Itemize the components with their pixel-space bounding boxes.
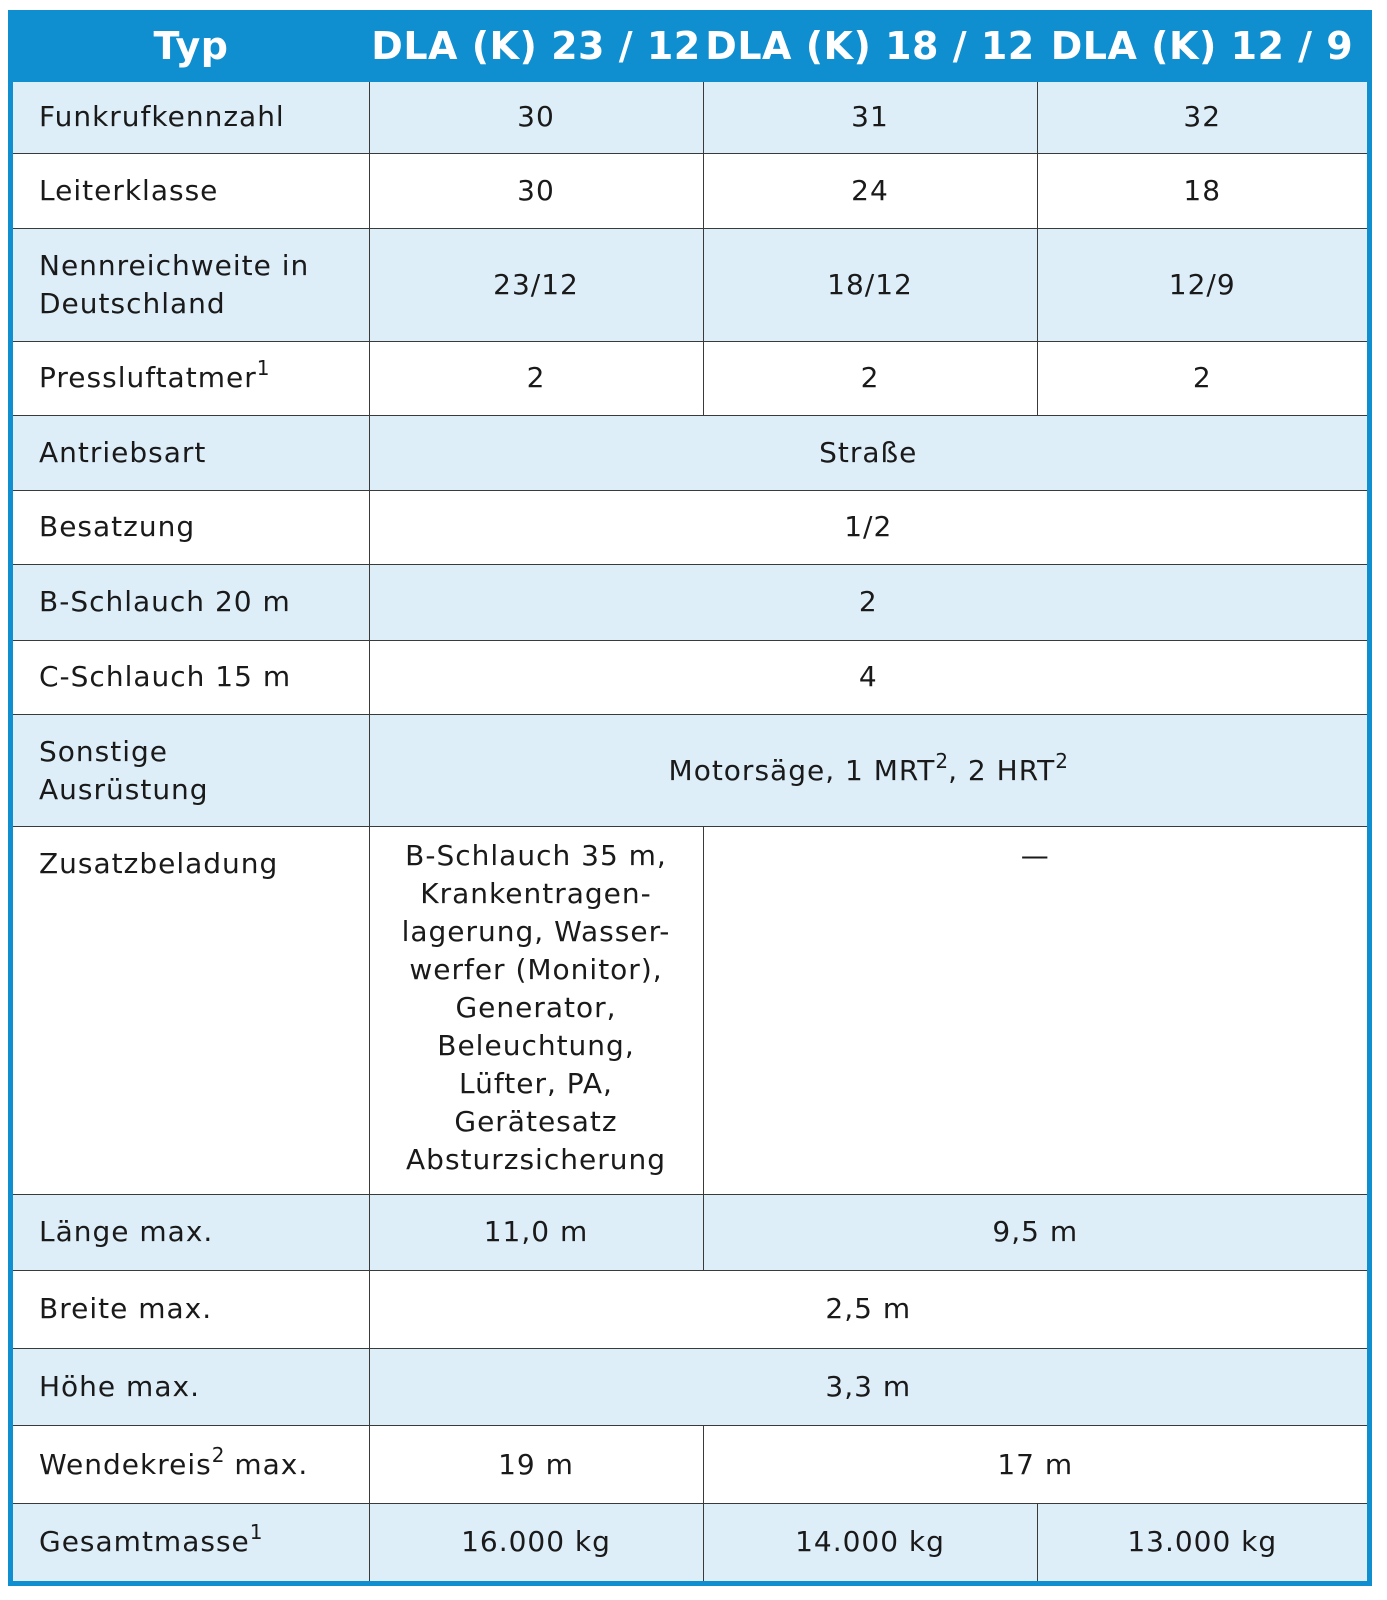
cell-value: 18/12 [703, 229, 1037, 341]
cell-value: 14.000 kg [703, 1503, 1037, 1581]
cell-value: 13.000 kg [1037, 1503, 1367, 1581]
table-row [13, 82, 1367, 153]
table-row [13, 416, 1367, 490]
cell-value: 2 [369, 565, 1367, 641]
row-label: Länge max. [13, 1194, 369, 1271]
cell-value: — [703, 827, 1367, 1194]
value-line: Generator, [455, 991, 617, 1025]
row-label-line: Nennreichweite in [39, 249, 310, 283]
row-label: C-Schlauch 15 m [13, 640, 369, 714]
table-row [13, 1426, 1367, 1504]
row-label-text: max. [224, 1447, 309, 1481]
footnote-marker: 1 [256, 356, 270, 381]
cell-value: 2 [703, 341, 1037, 415]
cell-value: 32 [1037, 82, 1367, 153]
table-row [13, 565, 1367, 641]
footnote-marker: 2 [1055, 748, 1068, 773]
value-line: Beleuchtung, [437, 1029, 635, 1063]
cell-value: 2 [369, 341, 703, 415]
cell-value: 3,3 m [369, 1348, 1367, 1426]
header-dla-12-9: DLA (K) 12 / 9 [1037, 10, 1367, 82]
row-label [13, 341, 369, 415]
cell-value: 18 [1037, 153, 1367, 229]
cell-value: 30 [369, 82, 703, 153]
cell-value: 4 [369, 640, 1367, 714]
row-label: Antriebsart [13, 416, 369, 490]
table-row [13, 341, 1367, 415]
value-line: lagerung, Wasser- [401, 915, 671, 949]
table-row [13, 1348, 1367, 1426]
cell-value: 9,5 m [703, 1194, 1367, 1271]
row-label: Besatzung [13, 490, 369, 564]
row-label: Leiterklasse [13, 153, 369, 229]
table-row [13, 1503, 1367, 1581]
value-line: B-Schlauch 35 m, [405, 839, 667, 873]
table-row [13, 715, 1367, 827]
row-label-text: Pressluftatmer [39, 361, 257, 395]
value-line: Lüfter, PA, [459, 1067, 613, 1101]
table-row [13, 1194, 1367, 1271]
table-row [13, 1271, 1367, 1349]
value-line: Gerätesatz [454, 1105, 618, 1139]
vehicle-spec-table-frame [8, 10, 1372, 1586]
header-typ: Typ [13, 10, 369, 82]
cell-value: 23/12 [369, 229, 703, 341]
cell-value: 11,0 m [369, 1194, 703, 1271]
footnote-marker: 2 [211, 1442, 225, 1467]
row-label: Funkrufkennzahl [13, 82, 369, 153]
row-label [13, 1503, 369, 1581]
row-label-line: Deutschland [39, 287, 226, 321]
row-label: Höhe max. [13, 1348, 369, 1426]
row-label: B-Schlauch 20 m [13, 565, 369, 641]
row-label [13, 229, 369, 341]
cell-value [369, 715, 1367, 827]
row-label-text: Wendekreis [39, 1447, 212, 1481]
cell-value: 17 m [703, 1426, 1367, 1504]
header-dla-18-12: DLA (K) 18 / 12 [703, 10, 1037, 82]
table-row [13, 229, 1367, 341]
row-label: Zusatzbeladung [13, 827, 369, 1194]
value-text: , 2 HRT [948, 753, 1056, 787]
cell-value: 30 [369, 153, 703, 229]
table-row [13, 490, 1367, 564]
cell-value-multiline [369, 827, 703, 1194]
value-line: Krankentragen- [420, 877, 652, 911]
header-dla-23-12: DLA (K) 23 / 12 [369, 10, 703, 82]
cell-value: 12/9 [1037, 229, 1367, 341]
cell-value: 2,5 m [369, 1271, 1367, 1349]
cell-value: 24 [703, 153, 1037, 229]
cell-value: 31 [703, 82, 1037, 153]
cell-value: 1/2 [369, 490, 1367, 564]
table-row [13, 827, 1367, 1194]
footnote-marker: 1 [249, 1520, 263, 1545]
row-label [13, 1426, 369, 1504]
table-header-row [13, 10, 1367, 82]
table-row [13, 153, 1367, 229]
value-text: Motorsäge, 1 MRT [668, 753, 936, 787]
cell-value: 2 [1037, 341, 1367, 415]
table-row [13, 640, 1367, 714]
vehicle-spec-table [13, 10, 1367, 1581]
row-label: Breite max. [13, 1271, 369, 1349]
row-label-line: Ausrüstung [39, 772, 209, 806]
cell-value: 16.000 kg [369, 1503, 703, 1581]
cell-value: Straße [369, 416, 1367, 490]
row-label [13, 715, 369, 827]
row-label-text: Gesamtmasse [39, 1525, 250, 1559]
footnote-marker: 2 [935, 748, 949, 773]
value-line: Absturzsicherung [406, 1143, 666, 1177]
cell-value: 19 m [369, 1426, 703, 1504]
value-line: werfer (Monitor), [409, 953, 663, 987]
row-label-line: Sonstige [39, 734, 168, 768]
